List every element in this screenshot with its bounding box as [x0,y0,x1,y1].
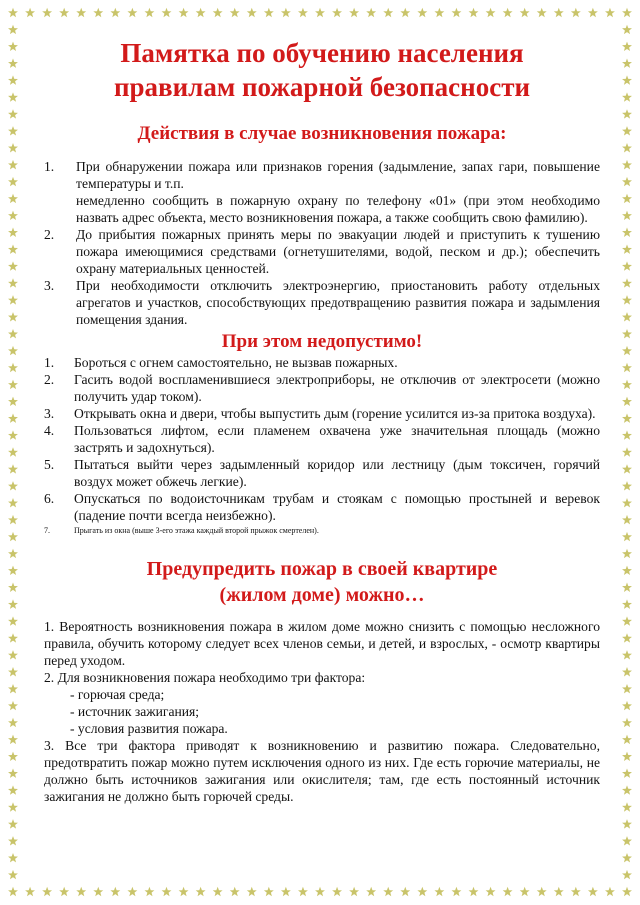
star-icon [25,8,35,17]
star-icon [622,244,632,253]
star-icon [622,752,632,761]
star-icon [8,25,18,34]
list-item [44,371,600,405]
star-icon [622,549,632,558]
list-item-text: До прибытия пожарных принять меры по эвакуации людей и приступить к тушению пожара имеющимися средствами (огнетушителями, водой, песком и др.); обеспечить охрану материальных ценностей. [76,227,600,276]
star-icon [622,650,632,659]
star-icon [622,59,632,68]
star-icon [622,498,632,507]
star-icon [8,8,18,17]
list-item [44,277,600,328]
prevention-heading [44,556,600,608]
star-icon [622,75,632,84]
prevention-body [44,618,600,805]
prevention-heading-line1: Предупредить пожар в своей квартире [146,558,498,580]
star-icon [213,887,223,896]
star-icon [8,802,18,811]
star-icon [8,836,18,845]
star-icon [264,887,274,896]
star-icon [554,8,564,17]
star-icon [8,397,18,406]
star-icon [452,8,462,17]
star-icon [8,346,18,355]
star-icon [622,768,632,777]
memo-title [44,36,600,104]
star-icon [42,887,52,896]
star-icon [622,380,632,389]
star-icon [622,312,632,321]
star-icon [520,887,530,896]
list-item-text: Пытаться выйти через задымленный коридор или лестницу (дым токсичен, горячий воздух может обжечь легкие). [74,457,600,489]
list-item-number: 7. [44,526,50,535]
star-icon [622,735,632,744]
list-item-number: 2. [44,372,55,387]
star-icon [196,8,206,17]
star-icon [622,430,632,439]
star-icon [8,853,18,862]
star-icon [8,92,18,101]
star-icon [622,109,632,118]
star-icon [8,549,18,558]
list-item-text: Гасить водой воспламенившиеся электроприборы, не отключив от электросети (можно получить удар током). [74,372,600,404]
list-item-number: 6. [44,491,55,506]
list-item [44,158,600,226]
star-icon [59,887,69,896]
star-icon [213,8,223,17]
star-icon [622,566,632,575]
star-icon [110,887,120,896]
star-icon [588,887,598,896]
star-icon [622,143,632,152]
star-icon [145,887,155,896]
star-icon [8,430,18,439]
star-icon [8,481,18,490]
star-icon [8,616,18,625]
star-icon [366,887,376,896]
star-icon [196,887,206,896]
star-icon [42,8,52,17]
star-icon [281,887,291,896]
list-item-text: Опускаться по водоисточникам трубам и стоякам с помощью простыней и веревок (падение почти всегда неизбежно). [74,491,600,523]
star-icon [622,785,632,794]
star-icon [622,397,632,406]
star-icon [8,566,18,575]
star-icon [247,8,257,17]
star-icon [8,363,18,372]
star-icon [8,59,18,68]
star-icon [298,8,308,17]
star-icon [469,8,479,17]
star-icon [469,887,479,896]
star-icon [59,8,69,17]
list-item-number: 3. [44,278,55,293]
list-item [44,226,600,277]
star-icon [486,887,496,896]
star-icon [554,887,564,896]
star-icon [622,177,632,186]
star-icon [452,887,462,896]
star-icon [8,413,18,422]
star-icon [230,8,240,17]
star-icon [622,194,632,203]
star-icon [8,295,18,304]
list-item-text: Открывать окна и двери, чтобы выпустить дым (горение усилится из-за притока воздуха). [74,406,596,421]
list-item-number: 1. [44,159,55,174]
star-icon [8,143,18,152]
star-icon [622,718,632,727]
star-icon [622,887,632,896]
star-icon [8,498,18,507]
list-item [44,524,600,538]
star-icon [8,701,18,710]
star-icon [622,211,632,220]
list-item-number: 5. [44,457,55,472]
star-icon [230,887,240,896]
star-icon [179,887,189,896]
star-icon [315,887,325,896]
star-icon [8,718,18,727]
star-icon [8,244,18,253]
star-icon [145,8,155,17]
star-icon [571,8,581,17]
memo-title-line1: Памятка по обучению населения [120,38,524,68]
star-icon [622,447,632,456]
star-icon [127,887,137,896]
star-icon [8,735,18,744]
star-icon [8,194,18,203]
star-icon [622,532,632,541]
star-icon [571,887,581,896]
list-item-number: 3. [44,406,55,421]
star-icon [622,515,632,524]
list-item-text-continued: немедленно сообщить в пожарную охрану по телефону «01» (при этом необходимо назвать адрес объекта, место возникновения пожара, а также сообщить свою фамилию). [76,193,600,225]
star-icon [605,8,615,17]
list-item [44,490,600,524]
list-item-text: Прыгать из окна (выше 3-его этажа каждый второй прыжок смертелен). [74,526,319,535]
star-icon [8,650,18,659]
star-icon [622,464,632,473]
star-icon [622,633,632,642]
list-item-text: Бороться с огнем самостоятельно, не вызвав пожарных. [74,355,398,370]
star-icon [622,295,632,304]
star-icon [622,870,632,879]
fire-safety-memo [44,28,600,805]
fire-actions-heading: Действия в случае возникновения пожара: [137,123,507,144]
star-icon [537,8,547,17]
star-icon [588,8,598,17]
star-icon [622,819,632,828]
list-item-number: 4. [44,423,55,438]
star-icon [247,887,257,896]
star-icon [622,853,632,862]
star-icon [8,583,18,592]
star-icon [486,8,496,17]
star-icon [622,836,632,845]
star-icon [622,413,632,422]
star-icon [622,684,632,693]
star-icon [622,346,632,355]
star-icon [8,785,18,794]
star-icon [8,211,18,220]
star-icon [622,481,632,490]
star-icon [162,8,172,17]
star-icon [349,8,359,17]
star-icon [383,8,393,17]
star-icon [349,887,359,896]
star-icon [8,768,18,777]
star-icon [537,887,547,896]
star-icon [622,667,632,676]
fire-factor-item: - условия развития пожара. [70,721,228,736]
star-icon [605,887,615,896]
star-icon [8,228,18,237]
list-item-text: При необходимости отключить электроэнергию, приостановить работу отдельных агрегатов и участков, способствующих предотвращению развития пожара и задымления помещения здания. [76,278,600,327]
star-icon [400,8,410,17]
star-icon [434,8,444,17]
list-item-number: 2. [44,227,55,242]
star-icon [366,8,376,17]
star-icon [622,92,632,101]
star-icon [8,42,18,51]
star-icon [503,887,513,896]
star-icon [8,177,18,186]
star-icon [400,887,410,896]
prevention-paragraph-2: 2. Для возникновения пожара необходимо три фактора: [44,670,366,685]
star-icon [503,8,513,17]
fire-actions-list [44,158,600,328]
star-icon [383,887,393,896]
star-icon [8,684,18,693]
star-icon [298,887,308,896]
star-icon [315,8,325,17]
star-icon [622,228,632,237]
star-icon [622,802,632,811]
fire-factor-item: - источник зажигания; [70,704,200,719]
star-icon [8,109,18,118]
star-icon [417,887,427,896]
star-icon [434,887,444,896]
star-icon [8,261,18,270]
star-icon [8,380,18,389]
prevention-paragraph-1: 1. Вероятность возникновения пожара в жилом доме можно снизить с помощью несложного правила, обучить которому следует всех членов семьи, и детей, и взрослых, - осмотр квартиры перед уходом. [44,619,600,668]
list-item-text: Пользоваться лифтом, если пламенем охвачена уже значительная площадь (можно застрять и задохнуться). [74,423,600,455]
prevention-heading-line2: (жилом доме) можно… [219,584,425,606]
star-icon [622,329,632,338]
prohibited-list [44,354,600,538]
star-icon [622,599,632,608]
star-icon [8,633,18,642]
star-icon [162,887,172,896]
star-icon [76,887,86,896]
star-icon [622,25,632,34]
star-icon [8,667,18,676]
star-icon [127,8,137,17]
star-icon [622,126,632,135]
star-icon [8,819,18,828]
list-item-text: При обнаружении пожара или признаков горения (задымление, запах гари, повышение температуры и т.п. [76,159,600,191]
list-item [44,422,600,456]
star-icon [93,8,103,17]
star-icon [8,160,18,169]
star-icon [8,887,18,896]
star-icon [8,752,18,761]
memo-title-line2: правилам пожарной безопасности [113,72,531,102]
star-icon [8,126,18,135]
star-icon [622,261,632,270]
prohibited-heading: При этом недопустимо! [221,331,423,352]
list-item [44,354,600,371]
star-icon [622,42,632,51]
star-icon [8,312,18,321]
star-icon [622,8,632,17]
star-icon [110,8,120,17]
star-icon [332,8,342,17]
star-icon [622,278,632,287]
star-icon [8,278,18,287]
star-icon [264,8,274,17]
star-icon [25,887,35,896]
prevention-paragraph-3: 3. Все три фактора приводят к возникновению и развитию пожара. Следовательно, предотвратить пожар можно путем исключения одного из них. Где есть горючие материалы, не должно быть источников зажигания или окислителя; там, где есть постоянный источник зажигания не должно быть горючей среды. [44,738,600,804]
star-icon [93,887,103,896]
star-icon [520,8,530,17]
star-icon [8,532,18,541]
star-icon [8,515,18,524]
star-icon [417,8,427,17]
star-icon [76,8,86,17]
star-icon [622,363,632,372]
star-icon [8,464,18,473]
star-icon [281,8,291,17]
list-item [44,405,600,422]
fire-factor-item: - горючая среда; [70,687,165,702]
list-item-number: 1. [44,355,55,370]
star-icon [179,8,189,17]
star-icon [622,583,632,592]
star-icon [8,75,18,84]
star-icon [622,701,632,710]
star-icon [8,870,18,879]
star-icon [622,616,632,625]
star-icon [8,447,18,456]
star-icon [8,329,18,338]
star-icon [8,599,18,608]
star-icon [622,160,632,169]
star-icon [332,887,342,896]
list-item [44,456,600,490]
